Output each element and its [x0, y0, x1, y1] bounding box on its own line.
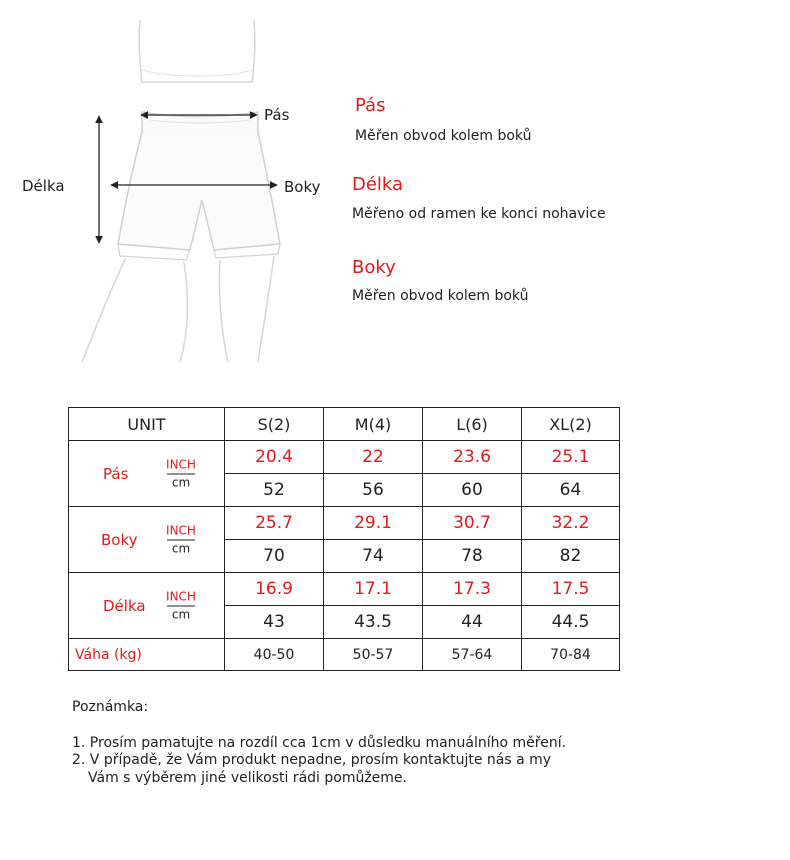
unit-cm: cm: [171, 475, 191, 489]
unit-divider: [167, 473, 195, 474]
cell-hips-inch-s: 25.7: [225, 507, 324, 540]
cell-waist-inch-m: 22: [324, 441, 423, 474]
header-size-xl: XL(2): [522, 408, 620, 441]
cell-waist-inch-l: 23.6: [423, 441, 522, 474]
note-line-1: 1. Prosím pamatujte na rozdíl cca 1cm v důsledku manuálního měření.: [72, 735, 567, 751]
unit-fraction-waist: [163, 457, 199, 490]
note-line-2: 2. V případě, že Vám produkt nepadne, prosím kontaktujte nás a my: [72, 752, 552, 768]
cell-waist-inch-xl: 25.1: [522, 441, 620, 474]
legend-desc-waist: Měřen obvod kolem boků: [355, 128, 532, 144]
size-chart-table: [68, 407, 620, 671]
table-row-weight: [69, 639, 620, 671]
shorts-outline: [118, 132, 280, 250]
cell-waist-cm-xl: 64: [522, 474, 620, 507]
legend-title-hips: Boky: [352, 257, 396, 278]
cell-weight-l: 57-64: [423, 639, 522, 671]
table-row-waist-inch: [69, 441, 620, 474]
row-label-hips-text: Boky: [101, 530, 138, 549]
unit-inch: INCH: [166, 457, 196, 471]
unit-inch: INCH: [166, 589, 196, 603]
unit-divider: [167, 605, 195, 606]
cell-hips-cm-m: 74: [324, 540, 423, 573]
unit-divider: [167, 539, 195, 540]
cell-hips-cm-s: 70: [225, 540, 324, 573]
table-row-hips-inch: [69, 507, 620, 540]
left-leg-outline: [82, 258, 126, 362]
cell-length-cm-s: 43: [225, 606, 324, 639]
legend-title-waist: Pás: [355, 95, 386, 116]
cell-hips-inch-xl: 32.2: [522, 507, 620, 540]
cell-hips-cm-l: 78: [423, 540, 522, 573]
cell-weight-m: 50-57: [324, 639, 423, 671]
cell-length-inch-l: 17.3: [423, 573, 522, 606]
cell-waist-cm-m: 56: [324, 474, 423, 507]
row-label-waist: [69, 441, 225, 507]
cell-weight-s: 40-50: [225, 639, 324, 671]
cell-length-cm-xl: 44.5: [522, 606, 620, 639]
cell-waist-cm-l: 60: [423, 474, 522, 507]
unit-inch: INCH: [166, 523, 196, 537]
cell-weight-xl: 70-84: [522, 639, 620, 671]
cell-length-inch-s: 16.9: [225, 573, 324, 606]
header-size-s: S(2): [225, 408, 324, 441]
unit-cm: cm: [171, 607, 191, 621]
note-line-3: Vám s výběrem jiné velikosti rádi pomůžeme.: [88, 770, 407, 786]
callout-waist: Pás: [264, 106, 290, 124]
legend-desc-length: Měřeno od ramen ke konci nohavice: [352, 206, 606, 222]
row-label-length: [69, 573, 225, 639]
row-label-waist-text: Pás: [103, 464, 129, 483]
callout-length: Délka: [22, 177, 65, 195]
cell-length-inch-xl: 17.5: [522, 573, 620, 606]
cell-hips-inch-m: 29.1: [324, 507, 423, 540]
legend-desc-hips: Měřen obvod kolem boků: [352, 288, 529, 304]
row-label-length-text: Délka: [103, 596, 146, 615]
cell-waist-cm-s: 52: [225, 474, 324, 507]
unit-fraction-hips: [163, 523, 199, 556]
callout-hips: Boky: [284, 178, 321, 196]
cell-hips-inch-l: 30.7: [423, 507, 522, 540]
header-size-m: M(4): [324, 408, 423, 441]
cell-hips-cm-xl: 82: [522, 540, 620, 573]
cell-length-cm-m: 43.5: [324, 606, 423, 639]
header-size-l: L(6): [423, 408, 522, 441]
unit-cm: cm: [171, 541, 191, 555]
table-row-length-inch: [69, 573, 620, 606]
row-label-hips: [69, 507, 225, 573]
header-unit: UNIT: [69, 408, 225, 441]
cell-length-inch-m: 17.1: [324, 573, 423, 606]
cell-waist-inch-s: 20.4: [225, 441, 324, 474]
cell-length-cm-l: 44: [423, 606, 522, 639]
table-header-row: [69, 408, 620, 441]
legend-title-length: Délka: [352, 174, 404, 195]
notes-heading: Poznámka:: [72, 699, 149, 715]
row-label-weight: Váha (kg): [69, 639, 225, 671]
unit-fraction-length: [163, 589, 199, 622]
right-leg-outline: [219, 260, 228, 362]
